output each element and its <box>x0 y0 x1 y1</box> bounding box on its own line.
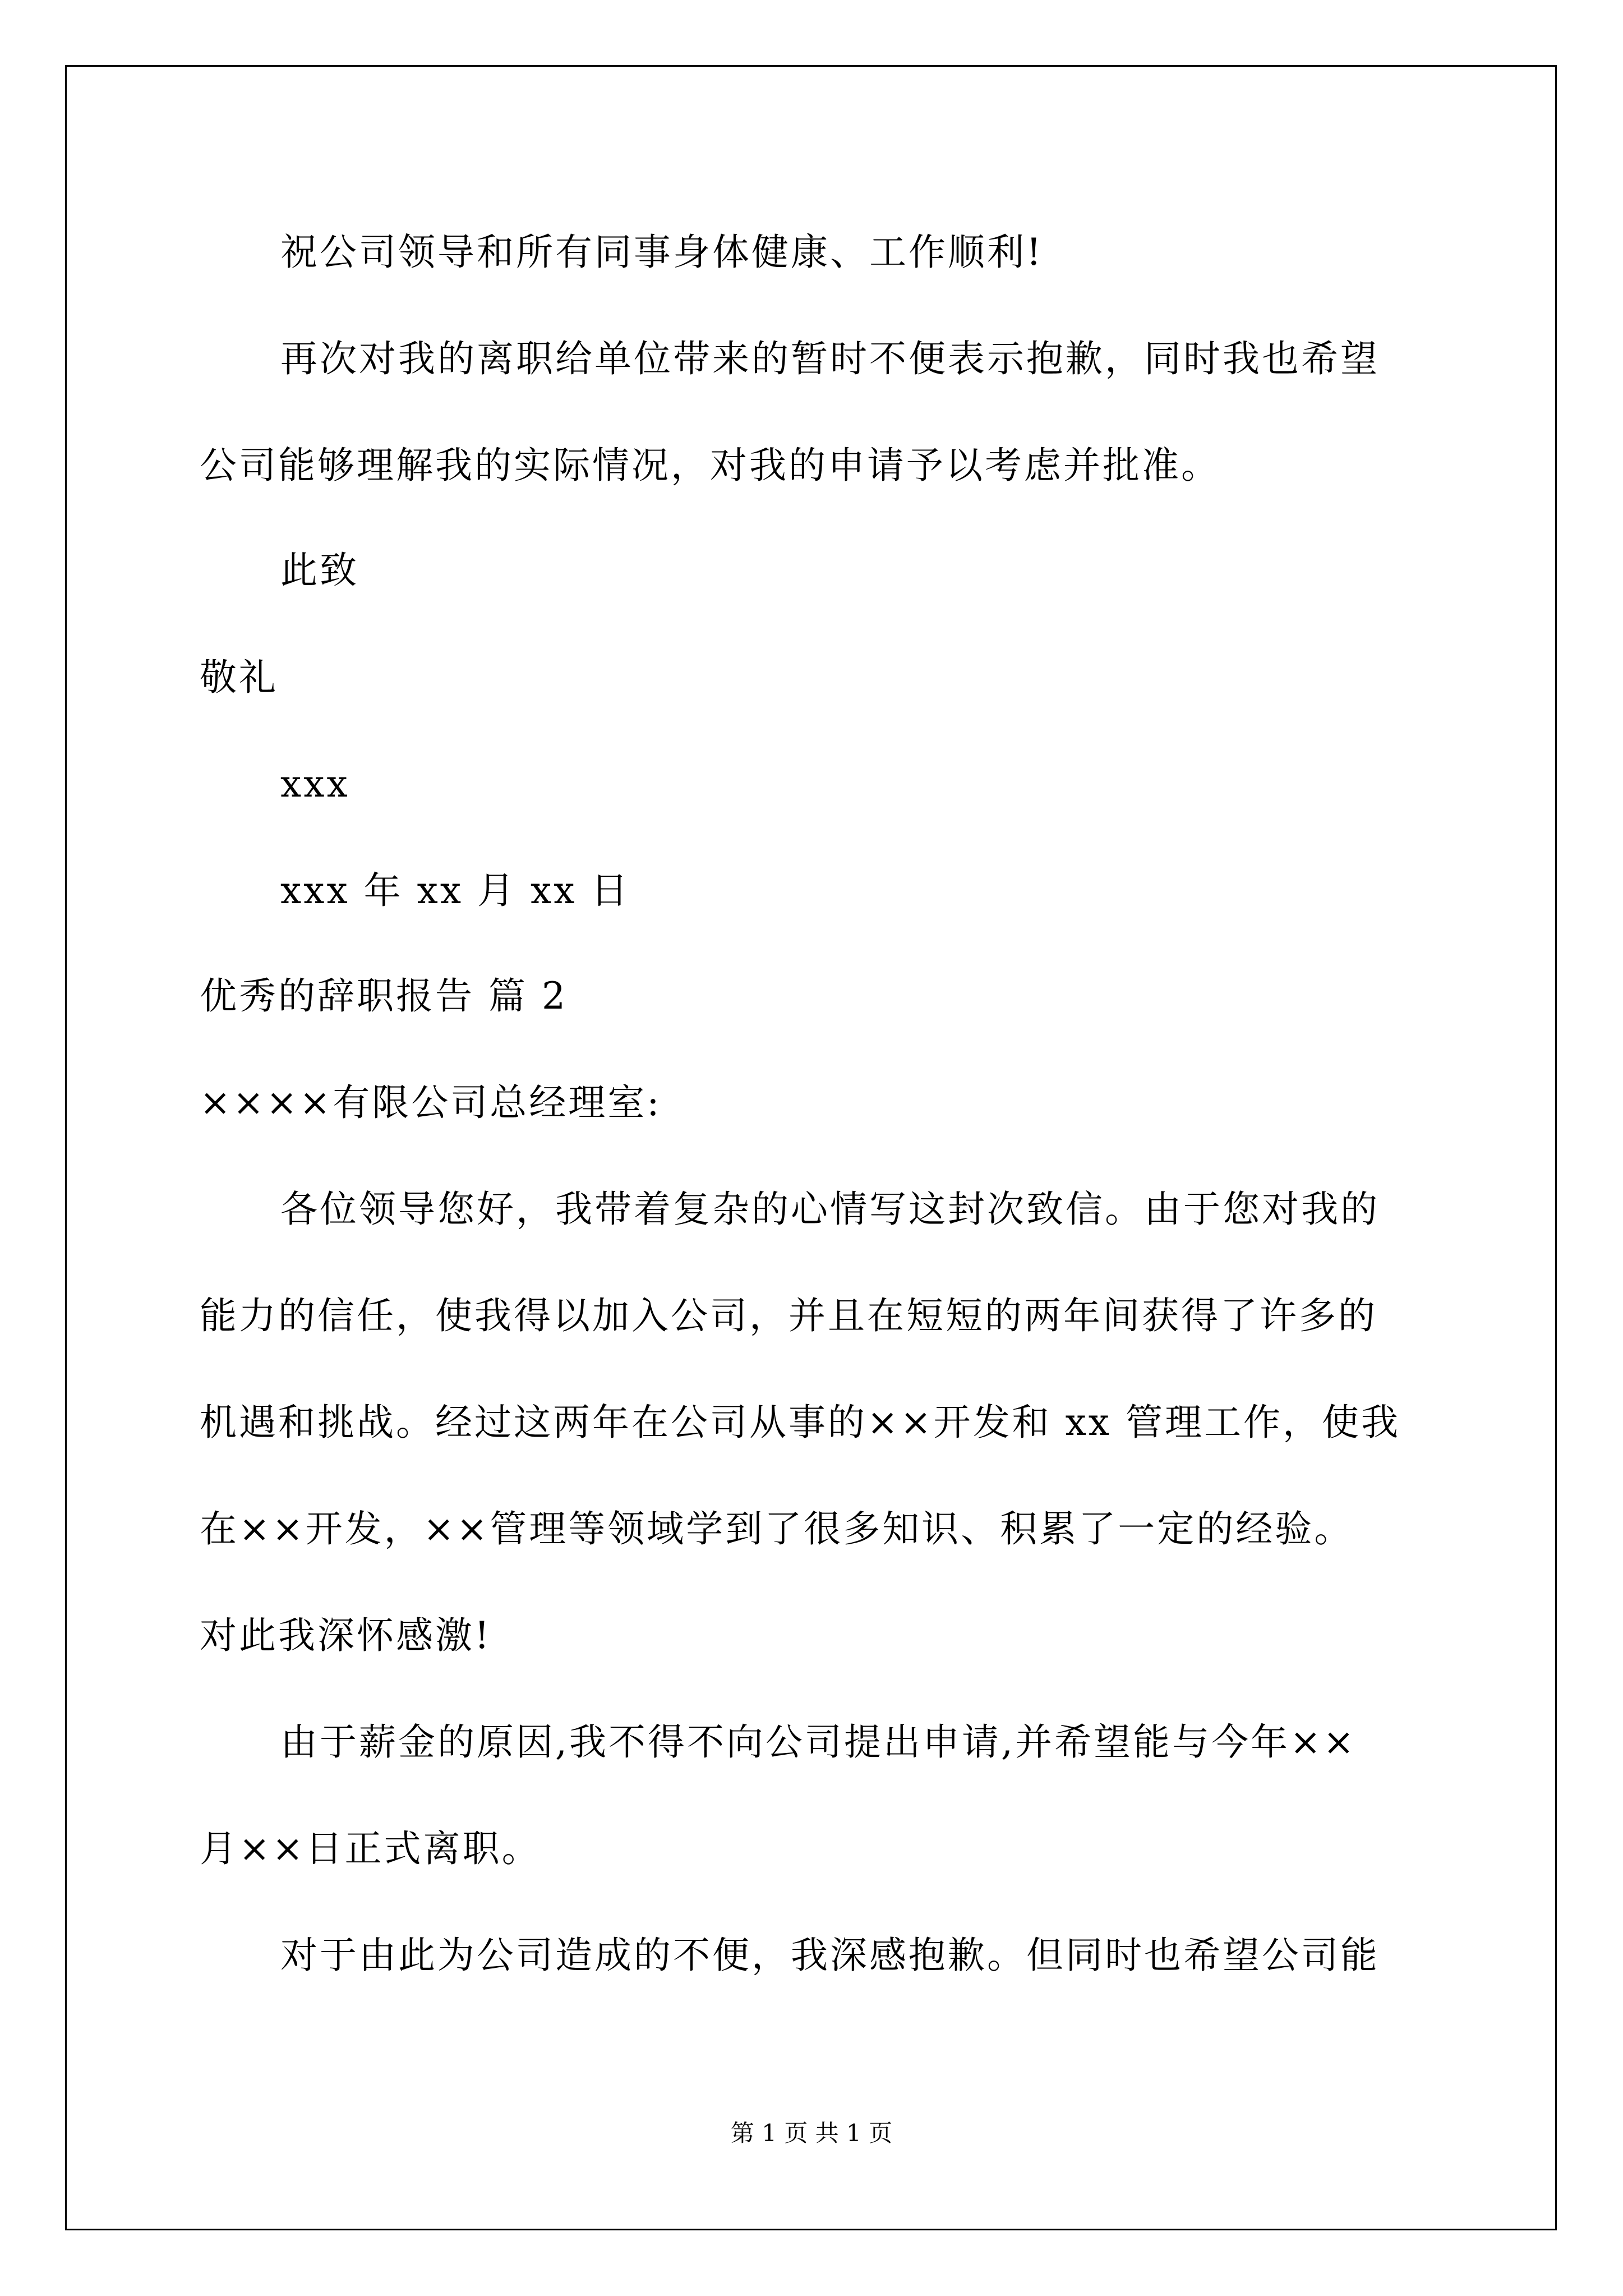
page-border <box>65 65 1557 2230</box>
text-line: 此致 <box>280 549 359 592</box>
text-line: 对于由此为公司造成的不便，我深感抱歉。但同时也希望公司能 <box>280 1934 1380 1977</box>
text-line: 对此我深怀感激! <box>200 1614 492 1657</box>
text-line: 祝公司领导和所有同事身体健康、工作顺利! <box>280 231 1044 274</box>
text-line: 由于薪金的原因,我不得不向公司提出申请,并希望能与今年×× <box>280 1720 1357 1764</box>
section-heading: 优秀的辞职报告 篇 2 <box>200 974 568 1018</box>
text-line: xxx 年 xx 月 xx 日 <box>280 869 630 912</box>
text-line: 能力的信任，使我得以加入公司，并且在短短的两年间获得了许多的 <box>200 1294 1377 1337</box>
text-line: 各位领导您好，我带着复杂的心情写这封次致信。由于您对我的 <box>280 1188 1380 1231</box>
text-line: 机遇和挑战。经过这两年在公司从事的××开发和 xx 管理工作，使我 <box>200 1401 1401 1444</box>
text-line: 敬礼 <box>200 656 278 699</box>
salutation: ××××有限公司总经理室: <box>200 1081 662 1124</box>
text-line: xxx <box>280 762 350 806</box>
text-line: 在××开发，××管理等领域学到了很多知识、积累了一定的经验。 <box>200 1507 1354 1550</box>
text-line: 月××日正式离职。 <box>200 1827 541 1870</box>
text-line: 再次对我的离职给单位带来的暂时不便表示抱歉，同时我也希望 <box>280 337 1380 380</box>
page-footer: 第 1 页 共 1 页 <box>730 2119 893 2147</box>
text-line: 公司能够理解我的实际情况，对我的申请予以考虑并批准。 <box>200 444 1220 487</box>
